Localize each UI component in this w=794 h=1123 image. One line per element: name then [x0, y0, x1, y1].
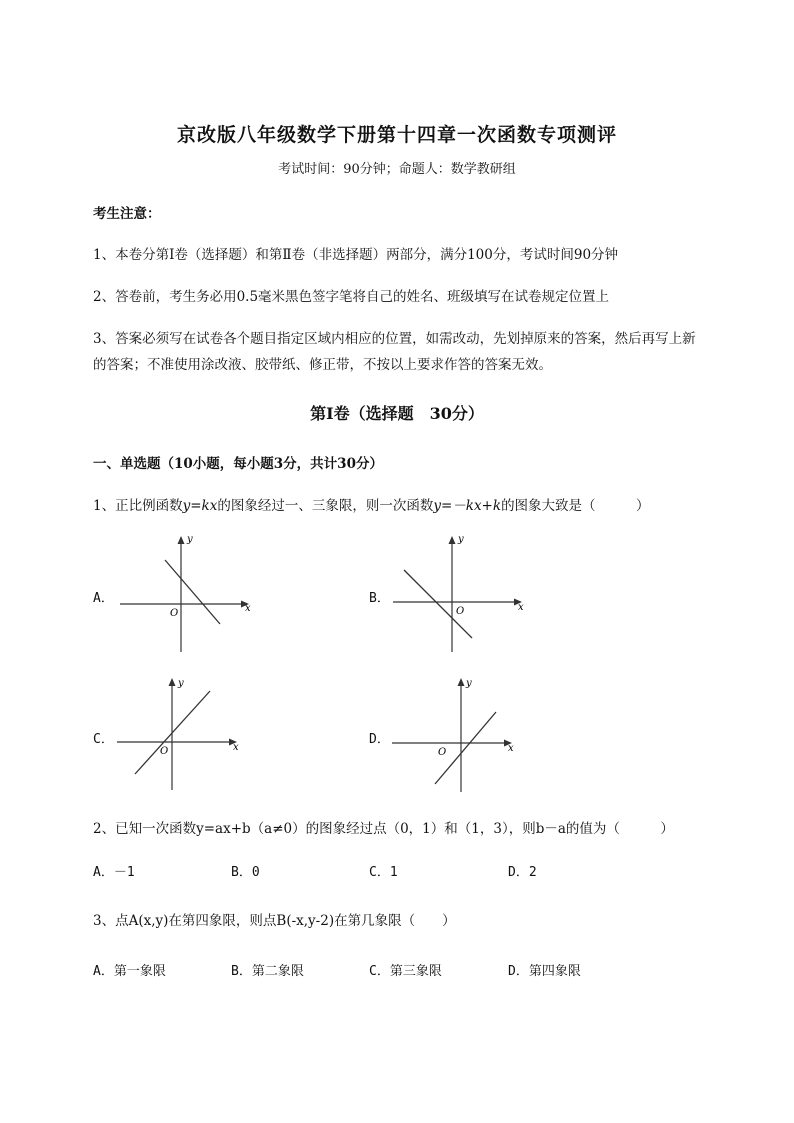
q1-option-d-graph[interactable]: [390, 674, 540, 796]
x-axis-label: x: [508, 743, 514, 754]
q3-option-c[interactable]: C．第三象限: [369, 964, 442, 979]
y-axis-arrow: [449, 536, 456, 544]
page-title: 京改版八年级数学下册第十四章一次函数专项测评: [176, 124, 617, 146]
x-axis-label: x: [518, 602, 524, 613]
notice-item-1: 1、本卷分第I卷（选择题）和第Ⅱ卷（非选择题）两部分，满分100分，考试时间90分钟: [93, 247, 619, 263]
origin-label: O: [438, 747, 447, 758]
notice-item-2: 2、答卷前，考生务必用0.5毫米黑色签字笔将自己的姓名、班级填写在试卷规定位置上: [93, 289, 610, 305]
q1-option-c-label[interactable]: C．: [93, 732, 114, 747]
origin-label: O: [160, 746, 169, 757]
q1-option-d-label[interactable]: D．: [369, 732, 390, 747]
y-axis-arrow: [178, 536, 185, 544]
q2-option-b[interactable]: B．0: [231, 865, 260, 880]
part-heading: 一、单选题（10小题，每小题3分，共计30分）: [93, 456, 383, 472]
y-axis-label: y: [187, 534, 193, 545]
notice-item-3: 3、答案必须写在试卷各个题目指定区域内相应的位置，如需改动，先划掉原来的答案，然后再写上新: [93, 331, 696, 347]
q2-option-a[interactable]: A．－1: [93, 865, 135, 880]
q3-option-b[interactable]: B．第二象限: [231, 964, 304, 979]
notice-heading: 考生注意：: [93, 206, 161, 222]
q1-prefix: 1、正比例函数: [93, 498, 183, 514]
q3-option-d[interactable]: D．第四象限: [508, 964, 581, 979]
section-title: 第I卷（选择题 30分）: [310, 404, 484, 423]
q1-formula-1: y=kx: [182, 498, 218, 514]
x-axis-label: x: [245, 603, 251, 614]
q1-option-a-label[interactable]: A．: [93, 591, 114, 606]
origin-label: O: [170, 608, 179, 619]
q1-formula-2: y=－kx+k: [433, 498, 502, 514]
question-2: 2、已知一次函数y=ax+b（a≠0）的图象经过点（0，1）和（1，3），则b－a的值为（ ）: [93, 821, 674, 837]
y-axis-label: y: [178, 678, 184, 689]
y-axis-arrow: [169, 678, 176, 686]
q1-suffix: 的图象大致是（ ）: [501, 498, 650, 514]
q1-option-b-graph[interactable]: [390, 532, 540, 654]
q1-option-b-label[interactable]: B．: [369, 591, 390, 606]
notice-item-3-cont: 的答案；不准使用涂改液、胶带纸、修正带，不按以上要求作答的答案无效。: [93, 357, 552, 373]
q3-option-a[interactable]: A．第一象限: [93, 964, 166, 979]
exam-info: 考试时间：90分钟；命题人：数学教研组: [278, 162, 516, 177]
y-axis-label: y: [466, 678, 472, 689]
question-3: 3、点A(x,y)在第四象限，则点B(-x,y-2)在第几象限（ ）: [93, 913, 456, 929]
function-line: [404, 570, 472, 638]
y-axis-arrow: [458, 678, 465, 686]
origin-label: O: [456, 606, 465, 617]
q1-mid: 的图象经过一、三象限，则一次函数: [217, 498, 434, 514]
x-axis-label: x: [233, 742, 239, 753]
q1-option-c-graph[interactable]: [115, 674, 265, 796]
q1-option-a-graph[interactable]: [115, 532, 265, 654]
q2-option-d[interactable]: D．2: [508, 865, 537, 880]
q2-option-c[interactable]: C．1: [369, 865, 398, 880]
y-axis-label: y: [458, 534, 464, 545]
question-1: [93, 494, 650, 514]
